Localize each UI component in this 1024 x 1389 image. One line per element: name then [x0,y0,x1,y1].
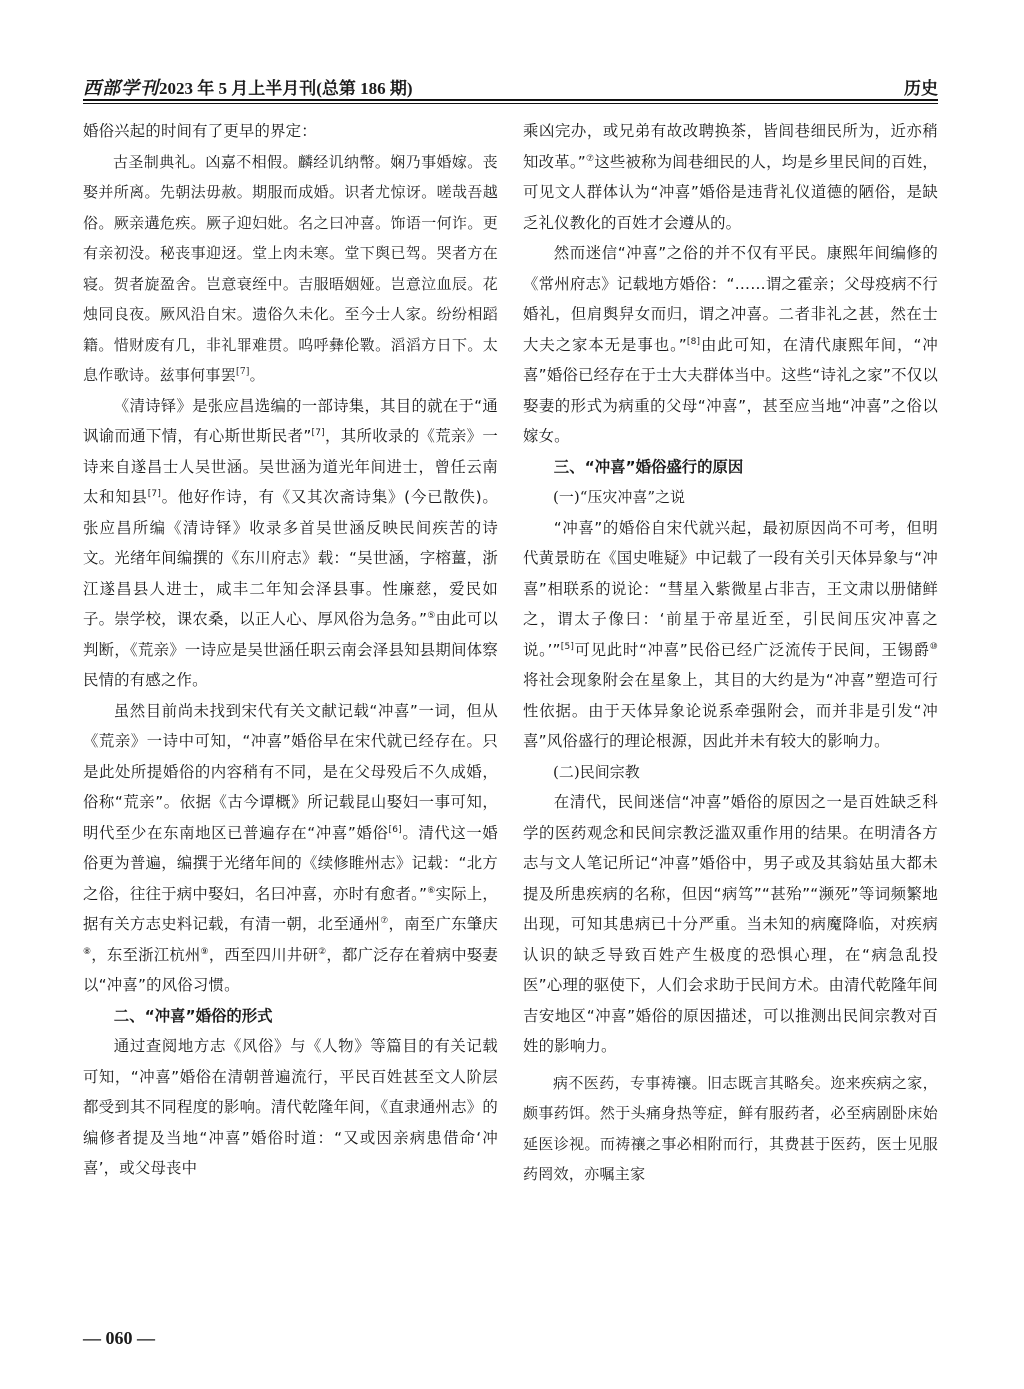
header-rule [83,99,938,101]
journal-logo: 西部学刊 [83,78,159,98]
subsection-heading: (二)民间宗教 [553,762,640,781]
page-number: — 060 — [83,1328,155,1348]
footnote-marker: ⑥ [427,885,436,896]
issue-text: 2023 年 5 月上半月刊(总第 186 期) [159,79,413,98]
citation: [7] [147,488,162,499]
paragraph: 在清代，民间迷信“冲喜”婚俗的原因之一是百姓缺乏科学的医药观念和民间宗教泛滥双重作用的结果。在明清各方志与文人笔记所记“冲喜”婚俗中，男子或及其翁姑虽大都未提及所患疾病的名称，但因“病笃”“甚殆”“濒死”等词频繁地出现，可知其患病已十分严重。当未知的病魔降临，对疾病认识的缺乏导致百姓产生极度的恐惧心理，在“病急乱投医”心理的驱使下，人们会求助于民间方术。由清代乾隆年间吉安地区“冲喜”婚俗的原因描述，可以推测出民间宗教对百姓的影响力。 [523,793,938,1055]
paragraph: 虽然目前尚未找到宋代有关文献记载“冲喜”一词，但从《荒亲》一诗中可知，“冲喜”婚俗早在宋代就已经存在。只是此处所提婚俗的内容稍有不同，是在父母殁后不久成婚，俗称“荒亲”。依据《古今谭概》所记载昆山娶妇一事可知，明代至少在东南地区已普遍存在“冲喜”婚俗[6]。清代这一婚俗更为普遍，编撰于光绪年间的《续修睢州志》记载：“北方之俗，往往于病中娶妇，名曰冲喜，亦时有愈者。”⑥实际上，据有关方志史料记载，有清一朝，北至通州⑦，南至广东肇庆⑧，东至浙江杭州⑨，西至四川井研②，都广泛存在着病中娶妻以“冲喜”的风俗习惯。 [83,701,498,994]
poem-quote: 古圣制典礼。凶嘉不相假。麟经讥纳幣。娴乃事婚嫁。丧娶并所离。先朝法毋赦。期服而成婚。识者尤惊讶。嗟哉吾越俗。厥亲遘危疾。厥子迎妇妣。名之曰冲喜。饰语一何诈。更有亲初没。秘丧事迎迓。堂上肉未寒。堂下舆已驾。哭者方在寝。贺者旋盈舍。岂意衰绖中。吉服晤姻娅。岂意泣血辰。花烛同良夜。厥风沿自宋。遗俗久未化。至今士人家。纷纷相蹈籍。惜财废有几，非礼罪难贯。呜呼彝伦斁。滔滔方日下。太息作歌诗。兹事何事罢[7]。 [83,152,498,384]
paragraph: 婚俗兴起的时间有了更早的界定： [83,122,317,140]
citation: [8] [686,336,701,347]
header-rule-thin [83,103,938,104]
paragraph: “冲喜”的婚俗自宋代就兴起，最初原因尚不可考，但明代黄景昉在《国史唯疑》中记载了一段有关引天体异象与“冲喜”相联系的说论：“彗星入紫微星占非吉，王文肃以册储鲜之，谓太子像曰：‘前星于帝星近至，引民间压灾冲喜之说。’”[5]可见此时“冲喜”民俗已经广泛流传于民间，王锡爵⑩将社会现象附会在星象上，其目的大约是为“冲喜”塑造可行性依据。由于天体异象论说系牵强附会，而并非是引发“冲喜”风俗盛行的理论根源，因此并未有较大的影响力。 [523,518,938,750]
section-heading: 二、“冲喜”婚俗的形式 [113,1006,273,1025]
block-quote: 病不医药，专事祷禳。旧志既言其略矣。迩来疾病之家，颇事药饵。然于头痛身热等症，鲜有服药者，必至病剧卧床始延医诊视。而祷禳之事必相附而行，其费甚于医药，医士见服药罔效，亦嘱主家 [523,1073,938,1183]
footnote-marker: ② [318,946,327,957]
subsection-heading: (一)“压灾冲喜”之说 [553,488,686,506]
citation: [7] [311,427,325,438]
left-column [83,116,498,1336]
footnote-marker: ⑨ [200,946,209,957]
paragraph: 《清诗铎》是张应昌选编的一部诗集，其目的就在于“通讽谕而通下情，有心斯世斯民者”[7]，其所收录的《荒亲》一诗来自遂昌士人吴世涵。吴世涵为道光年间进士，曾任云南太和知县[7]。他好作诗，有《又其次斋诗集》(今已散佚)。张应昌所编《清诗铎》收录多首吴世涵反映民间疾苦的诗文。光绪年间编撰的《东川府志》载：“吴世涵，字榕薑，浙江遂昌县人进士，咸丰二年知会泽县事。性廉慈，爱民如子。崇学校，课农桑，以正人心、厚风俗为急务。”⑤由此可以判断，《荒亲》一诗应是吴世涵任职云南会泽县知县期间体察民情的有感之作。 [83,396,498,689]
paragraph: 通过查阅地方志《风俗》与《人物》等篇目的有关记载可知，“冲喜”婚俗在清朝普遍流行，平民百姓甚至文人阶层都受到其不同程度的影响。清代乾隆年间，《直隶通州志》的编修者提及当地“冲喜”婚俗时道：“又或因亲病患借命‘冲喜’，或父母丧中 [83,1037,498,1177]
citation: [5] [560,641,575,652]
right-column [523,116,938,1336]
footnote-marker: ⑧ [83,946,92,957]
running-header [83,72,938,98]
section-heading: 三、“冲喜”婚俗盛行的原因 [553,457,744,476]
journal-issue [83,74,413,100]
citation: [7] [236,367,250,377]
footnote-marker: ⑩ [929,641,938,652]
paragraph: 乘凶完办，或兄弟有故改聘换茶，皆闾巷细民所为，近亦稍知改革。”⑦这些被称为闾巷细民的人，均是乡里民间的百姓，可见文人群体认为“冲喜”婚俗是违背礼仪道德的陋俗，是缺乏礼仪教化的百姓才会遵从的。 [523,122,938,232]
footnote-marker: ⑦ [585,153,595,164]
section-name: 历史 [904,79,938,98]
citation: [6] [388,824,402,835]
footnote-marker: ⑦ [380,915,389,926]
footnote-marker: ⑤ [427,610,436,621]
paragraph: 然而迷信“冲喜”之俗的并不仅有平民。康熙年间编修的《常州府志》记载地方婚俗：“……谓之霍亲；父母疫病不行婚礼，但肩舆舁女而归，谓之冲喜。二者非礼之甚，然在士大夫之家本无是事也。”[8]由此可知，在清代康熙年间，“冲喜”婚俗已经存在于士大夫群体当中。这些“诗礼之家”不仅以娶妻的形式为病重的父母“冲喜”，甚至应当地“冲喜”之俗以嫁女。 [523,244,938,445]
